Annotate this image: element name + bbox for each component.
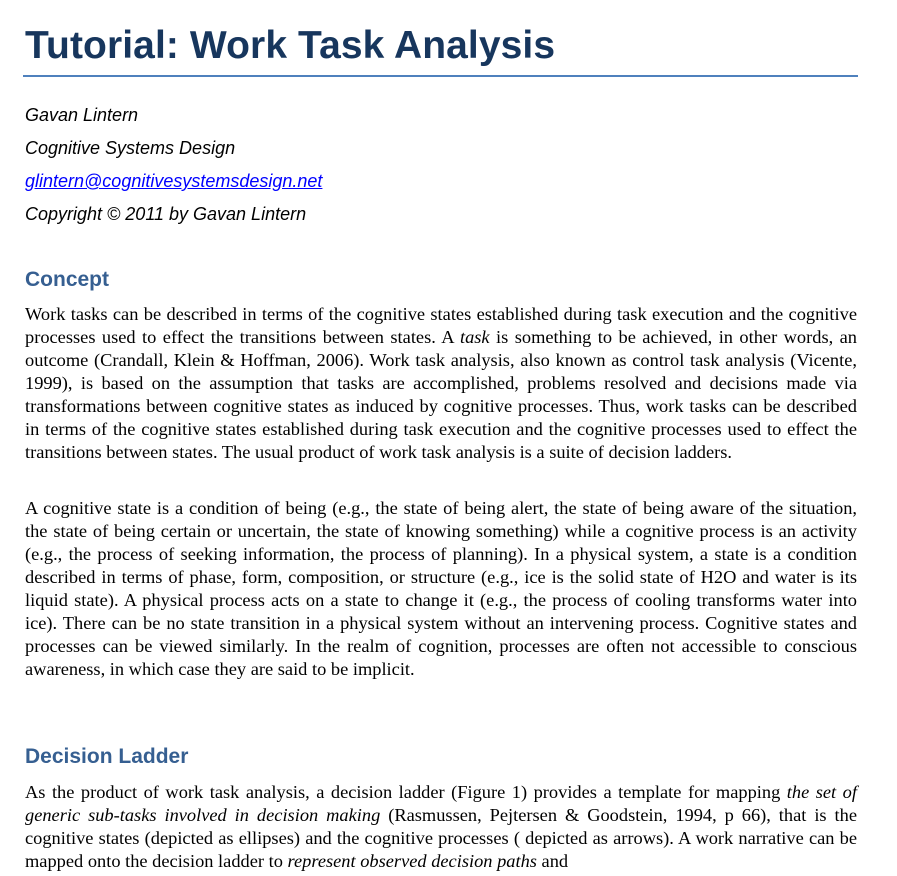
paragraph-text: (Rasmussen, Pejtersen & Goodstein, 1994, p 66), that is the cognitive states (depicted as ellipses) and the cognitive processes ( depicted as arrows). A work narrative can be mapped onto the decision ladder to bbox=[25, 805, 857, 871]
author-email-link[interactable]: glintern@cognitivesystemsdesign.net bbox=[25, 171, 323, 191]
author-organization: Cognitive Systems Design bbox=[25, 138, 236, 158]
author-block bbox=[25, 100, 322, 232]
document-page bbox=[25, 0, 858, 871]
decision-ladder-paragraph-1 bbox=[25, 781, 857, 873]
document-title: Tutorial: Work Task Analysis bbox=[25, 24, 556, 67]
section-heading-decision-ladder: Decision Ladder bbox=[25, 745, 189, 768]
paragraph-text: A cognitive state is a condition of being (e.g., the state of being alert, the state of being aware of the situation, the state of being certain or uncertain, the state of knowing something) while a cognitive process is an activity (e.g., the process of seeking information, the process of planning). In a physical system, a state is a condition described in terms of phase, form, composition, or structure (e.g., ice is the solid state of H2O and water is its liquid state). A physical process acts on a state to change it (e.g., the process of cooling transforms water into ice). There can be no state transition in a physical system without an intervening process. Cognitive states and processes can be viewed similarly. In the realm of cognition, processes are often not accessible to conscious awareness, in which case they are said to be implicit. bbox=[25, 498, 857, 679]
copyright-notice: Copyright © 2011 by Gavan Lintern bbox=[25, 204, 307, 224]
paragraph-italic-phrase: the set of generic sub-tasks involved in decision making bbox=[25, 782, 857, 825]
paragraph-italic-term: task bbox=[459, 327, 490, 347]
paragraph-text: and bbox=[536, 851, 569, 871]
title-underline-rule bbox=[23, 75, 858, 77]
concept-paragraph-1 bbox=[25, 303, 857, 464]
concept-paragraph-2 bbox=[25, 497, 857, 681]
author-name: Gavan Lintern bbox=[25, 105, 139, 125]
paragraph-text: is something to be achieved, in other words, an outcome (Crandall, Klein & Hoffman, 2006). Work task analysis, also known as control task analysis (Vicente, 1999), is based on the assumption that tasks are accomplished, problems resolved and decisions made via transformations between cognitive states as induced by cognitive processes. Thus, work tasks can be described in terms of the cognitive states established during task execution and the cognitive processes used to effect the transitions between states. The usual product of work task analysis is a suite of decision ladders. bbox=[25, 327, 857, 462]
paragraph-italic-phrase: represent observed decision paths bbox=[287, 851, 537, 871]
author-email-line bbox=[25, 166, 322, 199]
paragraph-text: As the product of work task analysis, a decision ladder (Figure 1) provides a template for mapping bbox=[25, 782, 787, 802]
paragraph-text: Work tasks can be described in terms of the cognitive states established during task execution and the cognitive processes used to effect the transitions between states. A bbox=[25, 304, 857, 347]
section-heading-concept: Concept bbox=[25, 268, 109, 291]
